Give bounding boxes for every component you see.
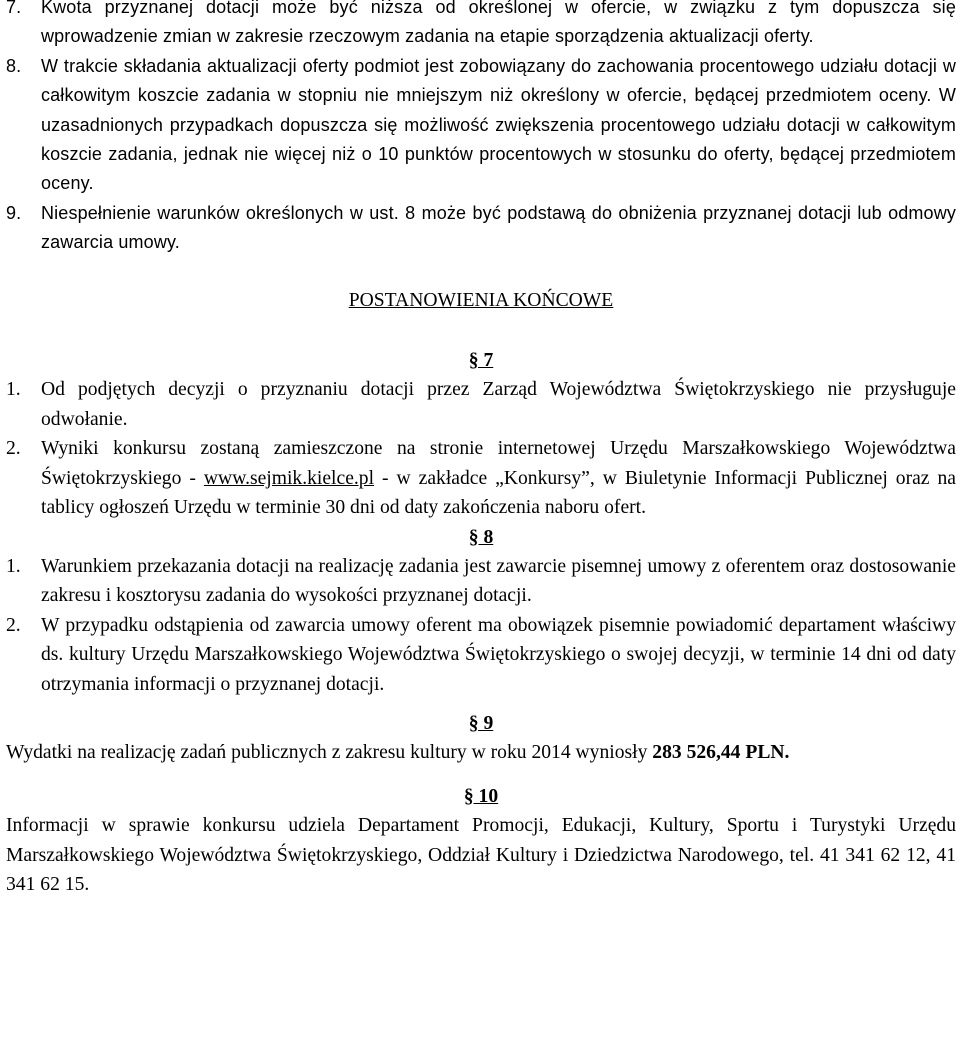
list-item-text: Od podjętych decyzji o przyznaniu dotacji przez Zarząd Województwa Świętokrzyskiego nie przysługuje odwołanie. xyxy=(41,379,956,430)
list-item-text: W przypadku odstąpienia od zawarcia umowy oferent ma obowiązek pisemnie powiadomić departament właściwy ds. kultury Urzędu Marszałkowskiego Województwa Świętokrzyskiego o swojej decyzji, w terminie 14 dni od daty otrzymania informacji o przyznanej dotacji. xyxy=(41,614,956,695)
list-item-number: 1. xyxy=(6,555,21,577)
text-segment: Wydatki na realizację zadań publicznych z zakresu kultury w roku 2014 wyniosły xyxy=(6,742,653,764)
list-item-number: 2. xyxy=(6,438,21,460)
list-item-8 xyxy=(6,52,956,199)
amount-value: 283 526,44 PLN. xyxy=(652,742,790,764)
paragraph-mark-10: § 10 xyxy=(463,785,499,807)
par9-text xyxy=(6,738,956,767)
paragraph-mark-7: § 7 xyxy=(468,350,494,372)
par8-item-2 xyxy=(6,611,956,699)
paragraph-mark-8: § 8 xyxy=(468,526,494,548)
par8-item-1 xyxy=(6,552,956,611)
par7-item-1 xyxy=(6,375,956,434)
list-item-9 xyxy=(6,199,956,258)
list-item-number: 7. xyxy=(6,0,22,17)
list-item-7 xyxy=(6,0,956,52)
list-item-number: 1. xyxy=(6,379,21,401)
list-item-text: Kwota przyznanej dotacji może być niższa od określonej w ofercie, w związku z tym dopuszcza się wprowadzenie zmian w zakresie rzeczowym zadania na etapie sporządzenia aktualizacji oferty. xyxy=(41,0,956,47)
text-segment: Wyniki konkursu zostaną zamieszczone na stronie internetowej Urzędu Marszałkowskiego Województwa Świętokrzyskiego - xyxy=(41,438,956,489)
list-item-text: Warunkiem przekazania dotacji na realizację zadania jest zawarcie pisemnej umowy z oferentem oraz dostosowanie zakresu i kosztorysu zadania do wysokości przyznanej dotacji. xyxy=(41,555,956,607)
list-item-number: 8. xyxy=(6,55,22,76)
list-item-text: W trakcie składania aktualizacji oferty podmiot jest zobowiązany do zachowania procentowego udziału dotacji w całkowitym koszcie zadania w stopniu nie mniejszym niż określony w ofercie, będącej przedmiotem oceny. W uzasadnionych przypadkach dopuszcza się możliwość zwiększenia procentowego udziału dotacji w całkowitym koszcie zadania, jednak nie więcej niż o 10 punktów procentowych w stosunku do oferty, będącej przedmiotem oceny. xyxy=(41,55,956,194)
list-item-number: 2. xyxy=(6,614,21,636)
par10-text: Informacji w sprawie konkursu udziela Departament Promocji, Edukacji, Kultury, Sportu i Turystyki Urzędu Marszałkowskiego Województwa Świętokrzyskiego, Oddział Kultury i Dziedzictwa Narodowego, tel. 41 341 62 12, 41 341 62 15. xyxy=(6,815,956,895)
website-link[interactable]: www.sejmik.kielce.pl xyxy=(203,467,375,489)
par7-item-2 xyxy=(6,434,956,522)
paragraph-mark-9: § 9 xyxy=(468,712,494,734)
section-heading: POSTANOWIENIA KOŃCOWE xyxy=(348,289,614,311)
list-item-text: Niespełnienie warunków określonych w ust. 8 może być podstawą do obniżenia przyznanej dotacji lub odmowy zawarcia umowy. xyxy=(41,202,956,253)
text-segment: - w zakładce „Konkursy”, w Biuletynie Informacji Publicznej oraz na tablicy ogłoszeń Urzędu w terminie 30 dni od daty zakończenia naboru ofert. xyxy=(41,467,956,519)
list-item-number: 9. xyxy=(6,202,22,223)
list-item-text xyxy=(41,434,956,522)
